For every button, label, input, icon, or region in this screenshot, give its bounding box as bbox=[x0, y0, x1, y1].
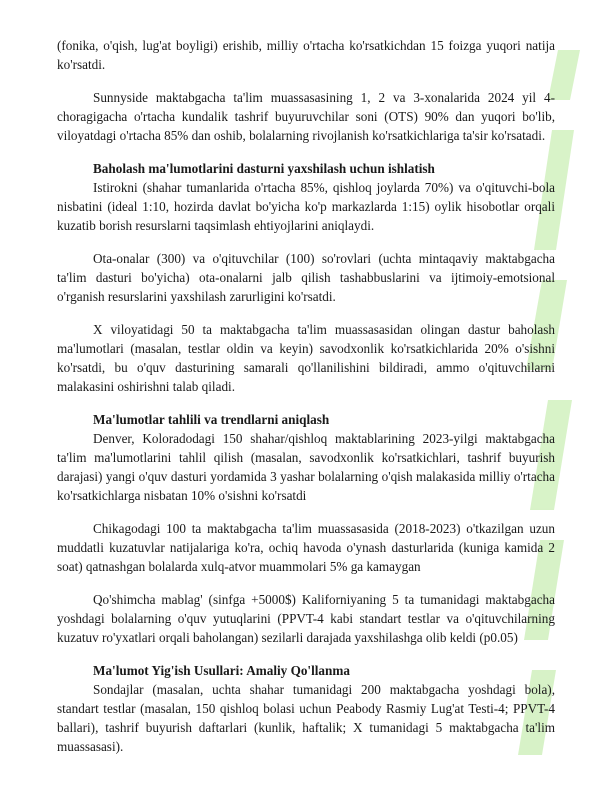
document-body bbox=[57, 36, 555, 756]
paragraph-sunnyside: Sunnyside maktabgacha ta'lim muassasasining 1, 2 va 3-xonalarida 2024 yil 4-choragigacha o'rtacha kundalik tashrif buyuruvchilar soni (OTS) 90% dan yuqori bo'lib, viloyatdagi o'rtacha 85% dan oshib, bolalarning rivojlanish ko'rsatkichlariga ta'sir ko'rsatadi. bbox=[57, 90, 555, 143]
paragraph-chicago: Chikagodagi 100 ta maktabgacha ta'lim muassasasida (2018-2023) o'tkazilgan uzun muddatli kuzatuvlar natijalariga ko'ra, ochiq havoda o'ynash dasturlarida (kuniga kamida 2 soat) qatnashgan bolalarda xulq-atvor muammolari 5% ga kamaygan bbox=[57, 521, 555, 574]
paragraph-surveys: Ota-onalar (300) va o'qituvchilar (100) so'rovlari (uchta mintaqaviy maktabgacha ta'lim dasturi bo'yicha) ota-onalarni jalb qilish tashabbuslarini va ijtimoiy-emotsional o'rganish resurslarini yaxshilash zarurligini ko'rsatdi. bbox=[57, 251, 555, 304]
paragraph-california: Qo'shimcha mablag' (sinfga +5000$) Kaliforniyaning 5 ta tumanidagi maktabgacha yoshdagi bolalarning o'quv yutuqlarini (PPVT-4 kabi standart testlar va o'qituvchilarning kuzatuv ro'yxatlari orqali baholangan) sezilarli darajada yaxshilashga olib keldi (p0.05) bbox=[57, 592, 555, 645]
paragraph-denver: Denver, Koloradodagi 150 shahar/qishloq maktablarining 2023-yilgi maktabgacha ta'lim ma'lumotlarini tahlil qilish (masalan, savodxonlik ko'rsatkichlari, tashrif buyurish darajasi) yangi o'quv dasturi yordamida 3 yashar bolalarning o'qish malakasida milliy o'rtacha ko'rsatkichlarga nisbatan 10% o'sishni ko'rsatdi bbox=[57, 431, 555, 503]
section-heading-data-collection: Ma'lumot Yig'ish Usullari: Amaliy Qo'llanma bbox=[93, 663, 350, 678]
section-heading-analysis: Ma'lumotlar tahlili va trendlarni aniqlash bbox=[93, 412, 330, 427]
paragraph-continuation: (fonika, o'qish, lug'at boyligi) erishib, milliy o'rtacha ko'rsatkichdan 15 foizga yuqori natija ko'rsatdi. bbox=[57, 38, 555, 72]
paragraph-methods: Sondajlar (masalan, uchta shahar tumanidagi 200 maktabgacha yoshdagi bola), standart testlar (masalan, 150 qishloq bolasi uchun Peabody Rasmiy Lug'at Testi-4; PPVT-4 ballari), tashrif buyurish daftarlari (kunlik, haftalik; X tumanidagi 5 maktabgacha ta'lim muassasasi). bbox=[57, 682, 555, 754]
paragraph-program-evaluation: X viloyatidagi 50 ta maktabgacha ta'lim muassasasidan olingan dastur baholash ma'lumotlari (masalan, testlar oldin va keyin) savodxonlik ko'rsatkichlarida 20% o'sishni ko'rsatdi, bu o'quv dasturining samarali qo'llanilishini bildiradi, ammo o'qituvchilarni malakasini oshirishni talab qiladi. bbox=[57, 322, 555, 394]
paragraph-attendance: Istirokni (shahar tumanlarida o'rtacha 85%, qishloq joylarda 70%) va o'qituvchi-bola nisbatini (ideal 1:10, hozirda davlat bo'yicha ko'p markazlarda 1:15) oylik hisobotlar orqali kuzatib borish resurslarni taqsimlash ehtiyojlarini aniqlaydi. bbox=[57, 180, 555, 233]
section-heading-assessment: Baholash ma'lumotlarini dasturni yaxshilash uchun ishlatish bbox=[93, 161, 435, 176]
